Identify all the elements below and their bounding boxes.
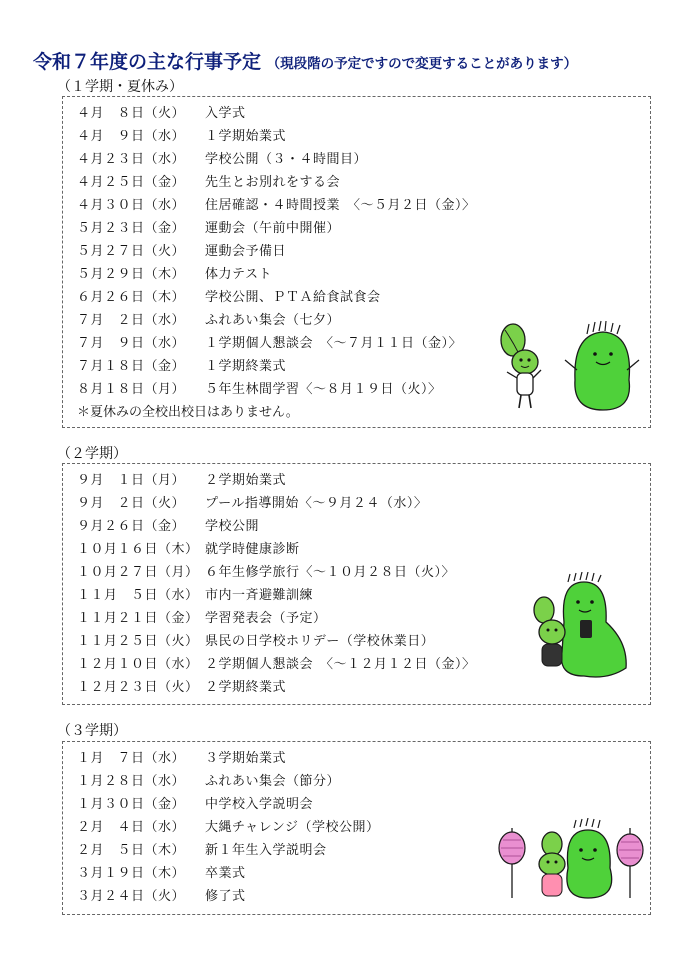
mascot-lantern-illustration: [496, 818, 646, 903]
event-name: ２学期終業式: [205, 680, 287, 695]
event-date: ４月２５日（金）: [77, 175, 186, 190]
event-name: 入学式: [205, 106, 246, 121]
event-date: ４月 ８日（火）: [77, 106, 186, 121]
event-date: １１月２５日（火）: [77, 634, 199, 649]
event-date: ５月２９日（木）: [77, 267, 186, 282]
event-date: ７月 ９日（水）: [77, 336, 186, 351]
event-date: ５月２３日（金）: [77, 221, 186, 236]
event-name: ２学期個人懇談会 〈～１２月１２日（金）〉: [205, 657, 476, 672]
event-date: ４月 ９日（水）: [77, 129, 186, 144]
mascot-waving-illustration: [495, 320, 645, 415]
event-name: 新１年生入学説明会: [205, 843, 327, 858]
mascot-sitting-illustration: [528, 572, 648, 682]
event-date: １２月１０日（水）: [77, 657, 199, 672]
event-name: 就学時健康診断: [205, 542, 300, 557]
page-title-note: （現段階の予定ですので変更することがあります）: [266, 56, 578, 72]
event-name: 学校公開（３・４時間目）: [205, 152, 368, 167]
event-date: ５月２７日（火）: [77, 244, 186, 259]
event-name: ふれあい集会（節分）: [205, 774, 341, 789]
event-name: ふれあい集会（七夕）: [205, 313, 341, 328]
event-date: ４月２３日（水）: [77, 152, 186, 167]
event-date: １月 ７日（水）: [77, 751, 186, 766]
page-title-main: 令和７年度の主な行事予定: [33, 51, 262, 73]
event-date: ３月１９日（木）: [77, 866, 186, 881]
event-name: 先生とお別れをする会: [205, 175, 341, 190]
event-name: ３学期始業式: [205, 751, 287, 766]
event-date: ３月２４日（火）: [77, 889, 186, 904]
event-name: 体力テスト: [205, 267, 272, 282]
event-date: ８月１８日（月）: [77, 382, 186, 397]
section-label-term1: （１学期・夏休み）: [57, 79, 183, 95]
event-date: ４月３０日（水）: [77, 198, 186, 213]
event-name: ２学期始業式: [205, 473, 287, 488]
event-name: 学習発表会（予定）: [205, 611, 327, 626]
event-name: 学校公開、ＰＴＡ給食試食会: [205, 290, 381, 305]
section-label-term2: （２学期）: [57, 446, 127, 462]
event-date: ９月 ２日（火）: [77, 496, 186, 511]
event-name: 住居確認・４時間授業 〈～５月２日（金）〉: [205, 198, 476, 213]
event-date: １月３０日（金）: [77, 797, 186, 812]
page-title: [33, 47, 577, 74]
event-date: ７月１８日（金）: [77, 359, 186, 374]
event-date: ２月 ５日（木）: [77, 843, 186, 858]
event-name: 修了式: [205, 889, 246, 904]
event-name: １学期個人懇談会 〈～７月１１日（金）〉: [205, 336, 463, 351]
event-name: 市内一斉避難訓練: [205, 588, 314, 603]
event-name: 運動会予備日: [205, 244, 287, 259]
event-name: 学校公開: [205, 519, 260, 534]
event-date: １０月１６日（木）: [77, 542, 199, 557]
section-label-term3: （３学期）: [57, 723, 127, 739]
event-name: 中学校入学説明会: [205, 797, 314, 812]
event-name: プール指導開始〈～９月２４（水）〉: [205, 496, 428, 511]
event-name: １学期始業式: [205, 129, 287, 144]
event-date: ７月 ２日（水）: [77, 313, 186, 328]
event-name: 運動会（午前中開催）: [205, 221, 341, 236]
event-date: ２月 ４日（水）: [77, 820, 186, 835]
section-note: ＊夏休みの全校出校日はありません。: [77, 405, 299, 420]
event-date: ６月２６日（木）: [77, 290, 186, 305]
event-date: ９月 １日（月）: [77, 473, 186, 488]
event-name: 県民の日学校ホリデー（学校休業日）: [205, 634, 435, 649]
event-date: １１月 ５日（水）: [77, 588, 199, 603]
event-name: 大縄チャレンジ（学校公開）: [205, 820, 380, 835]
event-date: １２月２３日（火）: [77, 680, 199, 695]
event-date: １月２８日（水）: [77, 774, 186, 789]
event-name: １学期終業式: [205, 359, 287, 374]
event-name: ５年生林間学習〈～８月１９日（火）〉: [205, 382, 442, 397]
event-date: １０月２７日（月）: [77, 565, 199, 580]
event-name: 卒業式: [205, 866, 246, 881]
event-date: １１月２１日（金）: [77, 611, 199, 626]
event-name: ６年生修学旅行〈～１０月２８日（火）〉: [205, 565, 456, 580]
event-date: ９月２６日（金）: [77, 519, 186, 534]
